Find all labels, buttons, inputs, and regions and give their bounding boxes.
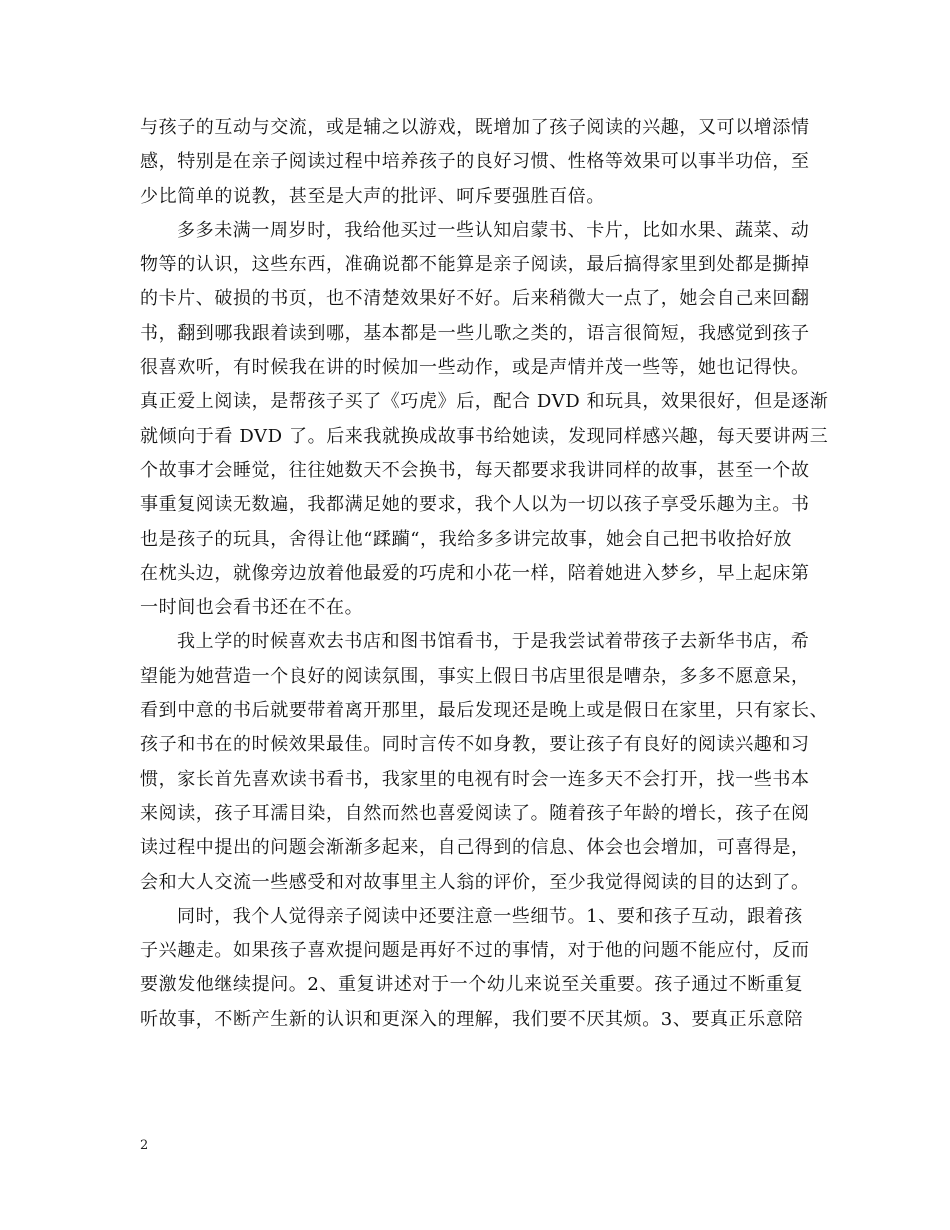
text-line: 也是孩子的玩具，舍得让他“蹂躏“，我给多多讲完故事，她会自己把书收拾好放 (140, 528, 793, 550)
text-line: 与孩子的互动与交流，或是辅之以游戏，既增加了孩子阅读的兴趣，又可以增添情 (140, 117, 810, 138)
text-line: 真正爱上阅读，是帮孩子买了《巧虎》后，配合 DVD 和玩具，效果很好，但是逐渐 (140, 391, 829, 413)
text-line: 望能为她营造一个良好的阅读氛围，事实上假日书店里很是嘈杂，多多不愿意呆， (140, 665, 810, 687)
text-line: 事重复阅读无数遍，我都满足她的要求，我个人以为一切以孩子享受乐趣为主。书 (140, 494, 810, 516)
page-number: 2 (140, 1138, 149, 1153)
text-line: 会和大人交流一些感受和对故事里主人翁的评价，至少我觉得阅读的目的达到了。 (140, 871, 810, 893)
text-line: 感，特别是在亲子阅读过程中培养孩子的良好习惯、性格等效果可以事半功倍，至 (140, 151, 810, 173)
text-line: 惯，家长首先喜欢读书看书，我家里的电视有时会一连多天不会打开，找一些书本 (140, 768, 810, 790)
text-line: 很喜欢听，有时候我在讲的时候加一些动作，或是声情并茂一些等，她也记得快。 (140, 357, 810, 379)
paragraph-start-line: 多多未满一周岁时，我给他买过一些认知启蒙书、卡片，比如水果、蔬菜、动 (177, 219, 810, 241)
text-line: 听故事，不断产生新的认识和更深入的理解，我们要不厌其烦。3、要真正乐意陪 (140, 1008, 804, 1030)
text-line: 来阅读，孩子耳濡目染，自然而然也喜爱阅读了。随着孩子年龄的增长，孩子在阅 (140, 802, 810, 824)
text-line: 子兴趣走。如果孩子喜欢提问题是再好不过的事情，对于他的问题不能应付，反而 (140, 940, 810, 962)
text-line: 就倾向于看 DVD 了。后来我就换成故事书给她读，发现同样感兴趣，每天要讲两三 (140, 425, 829, 447)
text-line: 孩子和书在的时候效果最佳。同时言传不如身教，要让孩子有良好的阅读兴趣和习 (140, 734, 810, 756)
text-line: 少比简单的说教，甚至是大声的批评、呵斥要强胜百倍。 (140, 185, 605, 207)
text-line: 的卡片、破损的书页，也不清楚效果好不好。后来稍微大一点了，她会自己来回翻 (140, 288, 810, 310)
paragraph-start-line: 同时，我个人觉得亲子阅读中还要注意一些细节。1、要和孩子互动，跟着孩 (177, 905, 803, 927)
text-line: 要激发他继续提问。2、重复讲述对于一个幼儿来说至关重要。孩子通过不断重复 (140, 974, 804, 996)
paragraph-start-line: 我上学的时候喜欢去书店和图书馆看书，于是我尝试着带孩子去新华书店，希 (177, 631, 810, 653)
text-line: 在枕头边，就像旁边放着他最爱的巧虎和小花一样，陪着她进入梦乡，早上起床第 (140, 562, 810, 584)
text-line: 物等的认识，这些东西，准确说都不能算是亲子阅读，最后搞得家里到处都是撕掉 (140, 254, 810, 276)
text-line: 读过程中提出的问题会渐渐多起来，自己得到的信息、体会也会增加，可喜得是， (140, 837, 810, 859)
body-text (140, 111, 829, 1037)
text-line: 书，翻到哪我跟着读到哪，基本都是一些儿歌之类的，语言很简短，我感觉到孩子 (140, 322, 810, 344)
text-line: 个故事才会睡觉，往往她数天不会换书，每天都要求我讲同样的故事，甚至一个故 (140, 459, 810, 481)
text-line: 一时间也会看书还在不在。 (140, 597, 364, 619)
text-line: 看到中意的书后就要带着离开那里，最后发现还是晚上或是假日在家里，只有家长、 (140, 700, 829, 722)
